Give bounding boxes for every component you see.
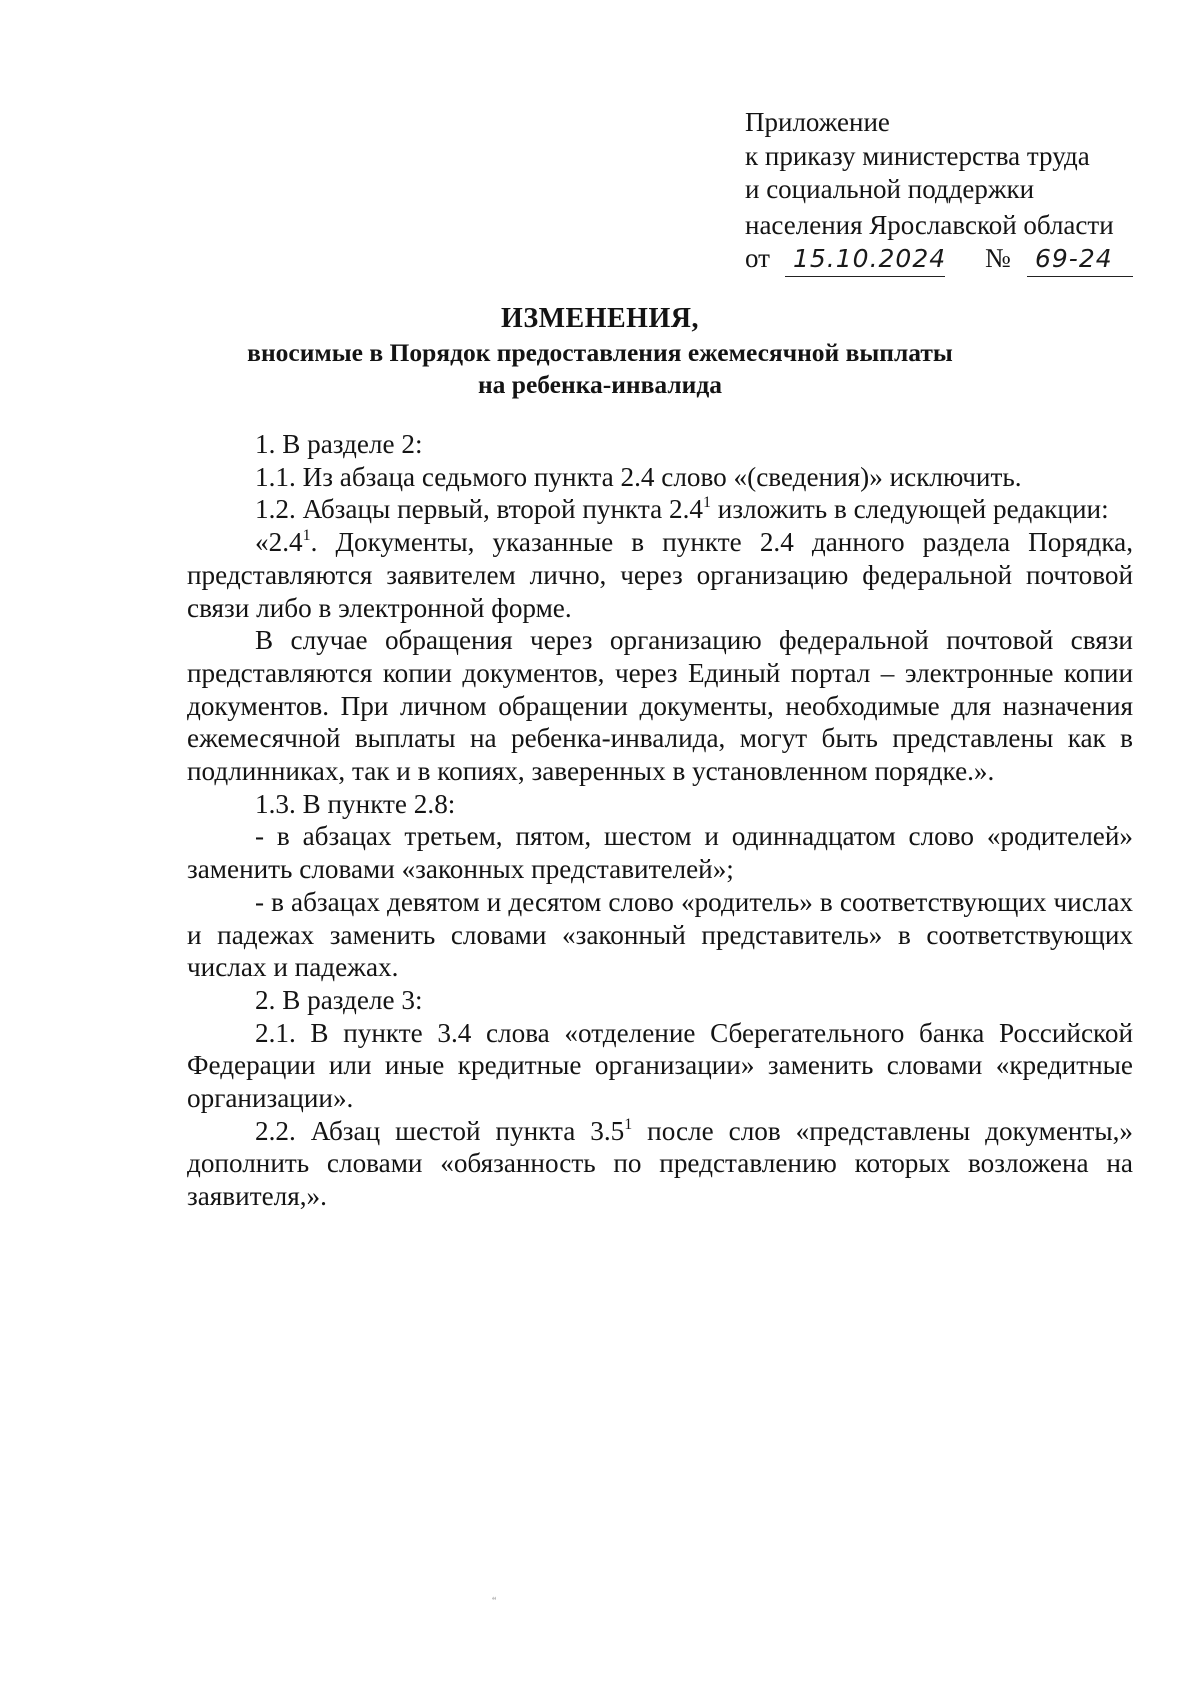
order-date-number-line — [745, 242, 1145, 278]
item-1-2-text-b: изложить в следующей редакции: — [710, 494, 1109, 525]
document-subtitle-line2: на ребенка-инвалида — [477, 370, 723, 399]
date-prefix: от — [745, 243, 770, 273]
document-title: ИЗМЕНЕНИЯ, — [501, 303, 699, 334]
document-subtitle-line1: вносимые в Порядок предоставления ежемесячной выплаты — [247, 338, 953, 367]
quoted-item-paragraph-2: В случае обращения через организацию федеральной почтовой связи представляются копии документов, через Единый портал – электронные копии документов. При личном обращении документы, необходимые для назначения ежемесячной выплаты на ребенка-инвалида, могут быть представлены как в подлинниках, так и в копиях, заверенных в установленном порядке.». — [187, 625, 1133, 787]
item-1-1: 1.1. Из абзаца седьмого пункта 2.4 слово «(сведения)» исключить. — [255, 461, 1022, 492]
item-2-2-text-b: после слов «представлены документы,» дополнить словами «обязанность по представлению которых возложена на заявителя,». — [187, 1115, 1133, 1212]
item-1-3-bullet-2: - в абзацах девятом и десятом слово «родитель» в соответствующих числах и падежах заменить словами «законный представитель» в соответствующих числах и падежах. — [187, 886, 1133, 983]
quoted-item-text-b: . Документы, указанные в пункте 2.4 данного раздела Порядка, представляются заявителем лично, через организацию федеральной почтовой связи либо в электронной форме. — [187, 527, 1133, 623]
item-1-2 — [187, 493, 1133, 526]
appendix-header — [745, 106, 1145, 278]
handwritten-date: 15.10.2024 — [793, 244, 947, 273]
appendix-order-line: к приказу министерства труда — [745, 140, 1090, 171]
appendix-ministry-line: и социальной поддержки — [745, 174, 1035, 204]
quoted-item-sup: 1 — [302, 527, 311, 545]
item-1-2-sup: 1 — [702, 494, 711, 512]
number-sign: № — [985, 243, 1011, 273]
order-number-field — [1027, 242, 1133, 277]
item-2-2 — [187, 1115, 1133, 1213]
item-2-2-text-a: 2.2. Абзац шестой пункта 3.5 — [255, 1115, 625, 1146]
scan-artifact: “ — [492, 1596, 497, 1607]
handwritten-number: 69-24 — [1035, 244, 1113, 273]
item-1-2-text-a: 1.2. Абзацы первый, второй пункта 2.4 — [255, 494, 703, 525]
quoted-item-text-a: «2.4 — [255, 527, 303, 558]
document-body — [187, 428, 1133, 1213]
item-2-2-sup: 1 — [624, 1115, 633, 1133]
quoted-item-2-4-1 — [187, 526, 1133, 624]
section-2-heading: 1. В разделе 2: — [255, 429, 423, 459]
item-2-1: 2.1. В пункте 3.4 слова «отделение Сберегательного банка Российской Федерации или иные кредитные организации» заменить словами «кредитные организации». — [187, 1017, 1133, 1114]
appendix-label: Приложение — [745, 107, 890, 137]
appendix-region-line: населения Ярославской области — [745, 209, 1114, 240]
section-3-heading: 2. В разделе 3: — [255, 984, 423, 1015]
item-1-3-bullet-1: - в абзацах третьем, пятом, шестом и одиннадцатом слово «родителей» заменить словами «законных представителей»; — [187, 821, 1133, 885]
order-date-field — [785, 242, 945, 277]
item-1-3: 1.3. В пункте 2.8: — [255, 788, 456, 819]
